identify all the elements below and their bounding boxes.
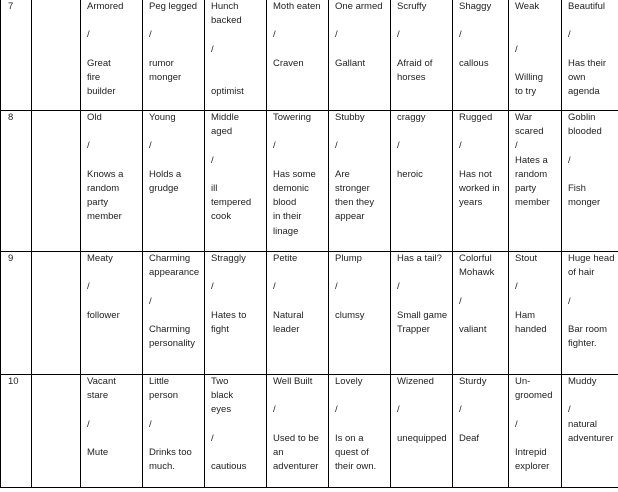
table-cell: War scared / Hates a random party member <box>509 111 562 252</box>
table-cell: One armed / Gallant <box>329 0 391 111</box>
table-cell: Colorful Mohawk / valiant <box>453 252 509 375</box>
table-cell: Old / Knows a random party member <box>81 111 143 252</box>
table-cell: Moth eaten / Craven <box>267 0 329 111</box>
table-cell: Towering / Has some demonic blood in their linage <box>267 111 329 252</box>
table-cell: Middle aged / ill tempered cook <box>205 111 267 252</box>
table-cell: Sturdy / Deaf <box>453 375 509 488</box>
table-cell: Shaggy / callous <box>453 0 509 111</box>
table-cell: Wizened / unequipped <box>391 375 453 488</box>
table-row <box>1 0 618 111</box>
empty-cell <box>32 375 81 488</box>
table-cell: Has a tail? / Small game Trapper <box>391 252 453 375</box>
table-cell: Stubby / Are stronger then they appear <box>329 111 391 252</box>
table-cell: Lovely / Is on a quest of their own. <box>329 375 391 488</box>
table-cell: Two black eyes / cautious <box>205 375 267 488</box>
table-cell: Muddy / natural adventurer <box>562 375 618 488</box>
table-cell: Rugged / Has not worked in years <box>453 111 509 252</box>
table-cell: Peg legged / rumor monger <box>143 0 205 111</box>
table-cell: Vacant stare / Mute <box>81 375 143 488</box>
table-cell: Young / Holds a grudge <box>143 111 205 252</box>
table-cell: Beautiful / Has their own agenda <box>562 0 618 111</box>
row-number: 10 <box>1 375 32 488</box>
table-cell: Petite / Natural leader <box>267 252 329 375</box>
table-cell: Huge head of hair / Bar room fighter. <box>562 252 618 375</box>
table-cell: Straggly / Hates to fight <box>205 252 267 375</box>
table-cell: Stout / Ham handed <box>509 252 562 375</box>
table-cell: Weak / Willing to try <box>509 0 562 111</box>
table-cell: Goblin blooded / Fish monger <box>562 111 618 252</box>
table-cell: Plump / clumsy <box>329 252 391 375</box>
table-cell: Un- groomed / Intrepid explorer <box>509 375 562 488</box>
table-cell: Little person / Drinks too much. <box>143 375 205 488</box>
table-cell: Armored / Great fire builder <box>81 0 143 111</box>
table-cell: Scruffy / Afraid of horses <box>391 0 453 111</box>
table-cell: Charming appearance / Charming personality <box>143 252 205 375</box>
row-number: 8 <box>1 111 32 252</box>
row-number: 7 <box>1 0 32 111</box>
table-row <box>1 252 618 375</box>
empty-cell <box>32 111 81 252</box>
table-cell: Well Built / Used to be an adventurer <box>267 375 329 488</box>
table-row <box>1 375 618 488</box>
table-row <box>1 111 618 252</box>
table-cell: Meaty / follower <box>81 252 143 375</box>
table-cell: Hunch backed / optimist <box>205 0 267 111</box>
row-number: 9 <box>1 252 32 375</box>
empty-cell <box>32 0 81 111</box>
table-cell: craggy / heroic <box>391 111 453 252</box>
empty-cell <box>32 252 81 375</box>
